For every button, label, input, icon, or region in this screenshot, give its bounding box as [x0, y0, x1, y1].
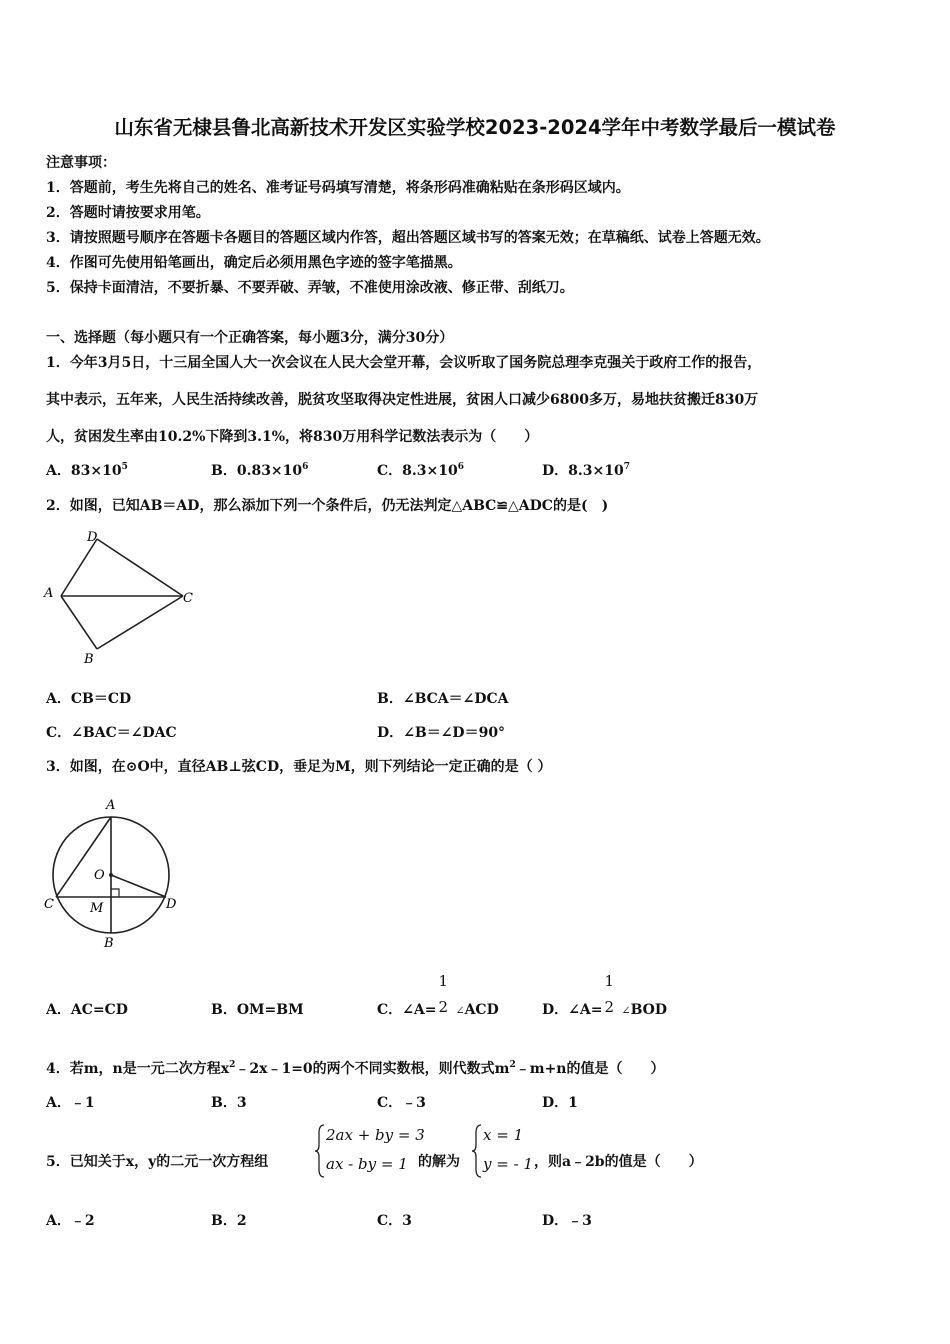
q5-text-pre: 5．已知关于x，y的二元一次方程组	[46, 1154, 269, 1170]
label-b: B	[104, 936, 114, 951]
q4-option-d[interactable]: D．1	[542, 1095, 578, 1111]
label-o: O	[94, 868, 105, 883]
label-c: C	[183, 591, 193, 606]
label-d: D	[87, 530, 98, 545]
exponent: 6	[457, 462, 464, 472]
q5-option-b[interactable]: B．2	[211, 1213, 247, 1229]
note-item: 1．答题前，考生先将自己的姓名、准考证号码填写清楚，将条形码准确粘贴在条形码区域内。	[46, 180, 630, 196]
q5-option-c[interactable]: C．3	[377, 1213, 412, 1229]
option-text: D．8.3×10	[542, 463, 624, 479]
q3-option-b[interactable]: B．OM=BM	[211, 1002, 304, 1018]
numerator: 1	[438, 972, 449, 990]
center-point	[109, 873, 113, 877]
denominator: 2	[604, 998, 615, 1016]
q2-text: 2．如图，已知AB＝AD，那么添加下列一个条件后，仍无法判定△ABC≌△ADC的是( )	[46, 498, 609, 514]
equation-2: ax - by = 1	[326, 1155, 408, 1173]
exponent: 2	[229, 1060, 236, 1070]
q4-text-mid: ﹣2x﹣1=0的两个不同实数根，则代数式m	[235, 1061, 510, 1077]
option-text: C．∠A=	[377, 1002, 437, 1018]
angle-symbol: ∠	[621, 1004, 631, 1017]
q5-text-mid: 的解为	[418, 1154, 460, 1170]
q3-option-d[interactable]	[542, 972, 667, 1019]
q5-option-a[interactable]: A．﹣2	[46, 1213, 95, 1229]
note-item: 5．保持卡面清洁，不要折暴、不要弄破、弄皱，不准使用涂改液、修正带、刮纸刀。	[46, 280, 574, 296]
q4-text-pre: 4．若m，n是一元二次方程x	[46, 1061, 230, 1077]
label-a: A	[44, 586, 54, 601]
option-text: BOD	[630, 1002, 667, 1018]
note-item: 3．请按照题号顺序在答题卡各题目的答题区域内作答，超出答题区域书写的答案无效；在草稿纸、试卷上答题无效。	[46, 230, 770, 246]
right-angle-mark	[111, 889, 119, 897]
brace-icon	[471, 1123, 483, 1179]
exponent: 2	[509, 1060, 516, 1070]
q2-option-b[interactable]: B．∠BCA＝∠DCA	[377, 691, 509, 707]
q3-option-c[interactable]	[377, 972, 499, 1019]
segment-bc	[97, 596, 183, 649]
fraction	[602, 972, 616, 1016]
q4-option-c[interactable]: C．﹣3	[377, 1095, 426, 1111]
q1-option-c[interactable]	[377, 460, 464, 480]
exponent: 6	[302, 462, 309, 472]
q2-option-a[interactable]: A．CB＝CD	[46, 691, 132, 707]
label-m: M	[90, 901, 104, 916]
segment-dc	[97, 539, 183, 596]
segment-ab	[61, 596, 97, 649]
q3-text: 3．如图，在⊙O中，直径AB⊥弦CD，垂足为M，则下列结论一定正确的是（ ）	[46, 759, 552, 775]
equation-1: 2ax + by = 3	[326, 1126, 425, 1144]
segment-ad	[61, 539, 97, 596]
q2-option-c[interactable]: C．∠BAC＝∠DAC	[46, 725, 177, 741]
page-title: 山东省无棣县鲁北高新技术开发区实验学校2023-2024学年中考数学最后一模试卷	[114, 116, 836, 139]
q4-option-b[interactable]: B．3	[211, 1095, 247, 1111]
q5-text-post: ，则a﹣2b的值是（ ）	[534, 1154, 703, 1170]
q3-option-a[interactable]: A．AC=CD	[46, 1002, 128, 1018]
brace-icon	[314, 1123, 326, 1179]
q1-option-d[interactable]	[542, 460, 630, 480]
label-b: B	[84, 652, 94, 667]
label-d: D	[166, 897, 177, 912]
q4-option-a[interactable]: A．﹣1	[46, 1095, 95, 1111]
q5-option-d[interactable]: D．﹣3	[542, 1213, 592, 1229]
label-a: A	[106, 798, 116, 813]
section-heading: 一、选择题（每小题只有一个正确答案，每小题3分，满分30分）	[46, 330, 454, 346]
note-item: 2．答题时请按要求用笔。	[46, 205, 210, 221]
q2-quadrilateral-figure	[40, 527, 210, 672]
notes-heading: 注意事项：	[46, 155, 116, 171]
q1-line2: 其中表示，五年来，人民生活持续改善，脱贫攻坚取得决定性进展，贫困人口减少6800多万，易地扶贫搬迁830万	[46, 392, 759, 408]
fraction	[436, 972, 450, 1016]
q1-line1: 1．今年3月5日，十三届全国人大一次会议在人民大会堂开幕，会议听取了国务院总理李克强关于政府工作的报告，	[46, 355, 762, 371]
angle-symbol: ∠	[455, 1004, 465, 1017]
option-text: D．∠A=	[542, 1002, 603, 1018]
q4-text	[46, 1058, 664, 1078]
solution-x: x = 1	[483, 1126, 524, 1144]
option-text: A．83×10	[46, 463, 122, 479]
q4-text-post: ﹣m+n的值是（ ）	[515, 1061, 665, 1077]
q1-option-a[interactable]	[46, 460, 128, 480]
q3-circle-figure	[40, 793, 190, 953]
segment-ac	[56, 817, 111, 897]
q1-option-b[interactable]	[211, 460, 308, 480]
q1-line3: 人，贫困发生率由10.2%下降到3.1%，将830万用科学记数法表示为（ ）	[46, 429, 539, 445]
numerator: 1	[604, 972, 615, 990]
option-text: C．8.3×10	[377, 463, 458, 479]
denominator: 2	[438, 998, 449, 1016]
exponent: 5	[121, 462, 128, 472]
option-text: B．0.83×10	[211, 463, 303, 479]
option-text: ACD	[464, 1002, 499, 1018]
note-item: 4．作图可先使用铅笔画出，确定后必须用黑色字迹的签字笔描黑。	[46, 255, 462, 271]
solution-y: y = - 1	[483, 1155, 533, 1173]
q2-option-d[interactable]: D．∠B＝∠D＝90°	[377, 725, 506, 741]
label-c: C	[44, 897, 54, 912]
exponent: 7	[623, 462, 630, 472]
